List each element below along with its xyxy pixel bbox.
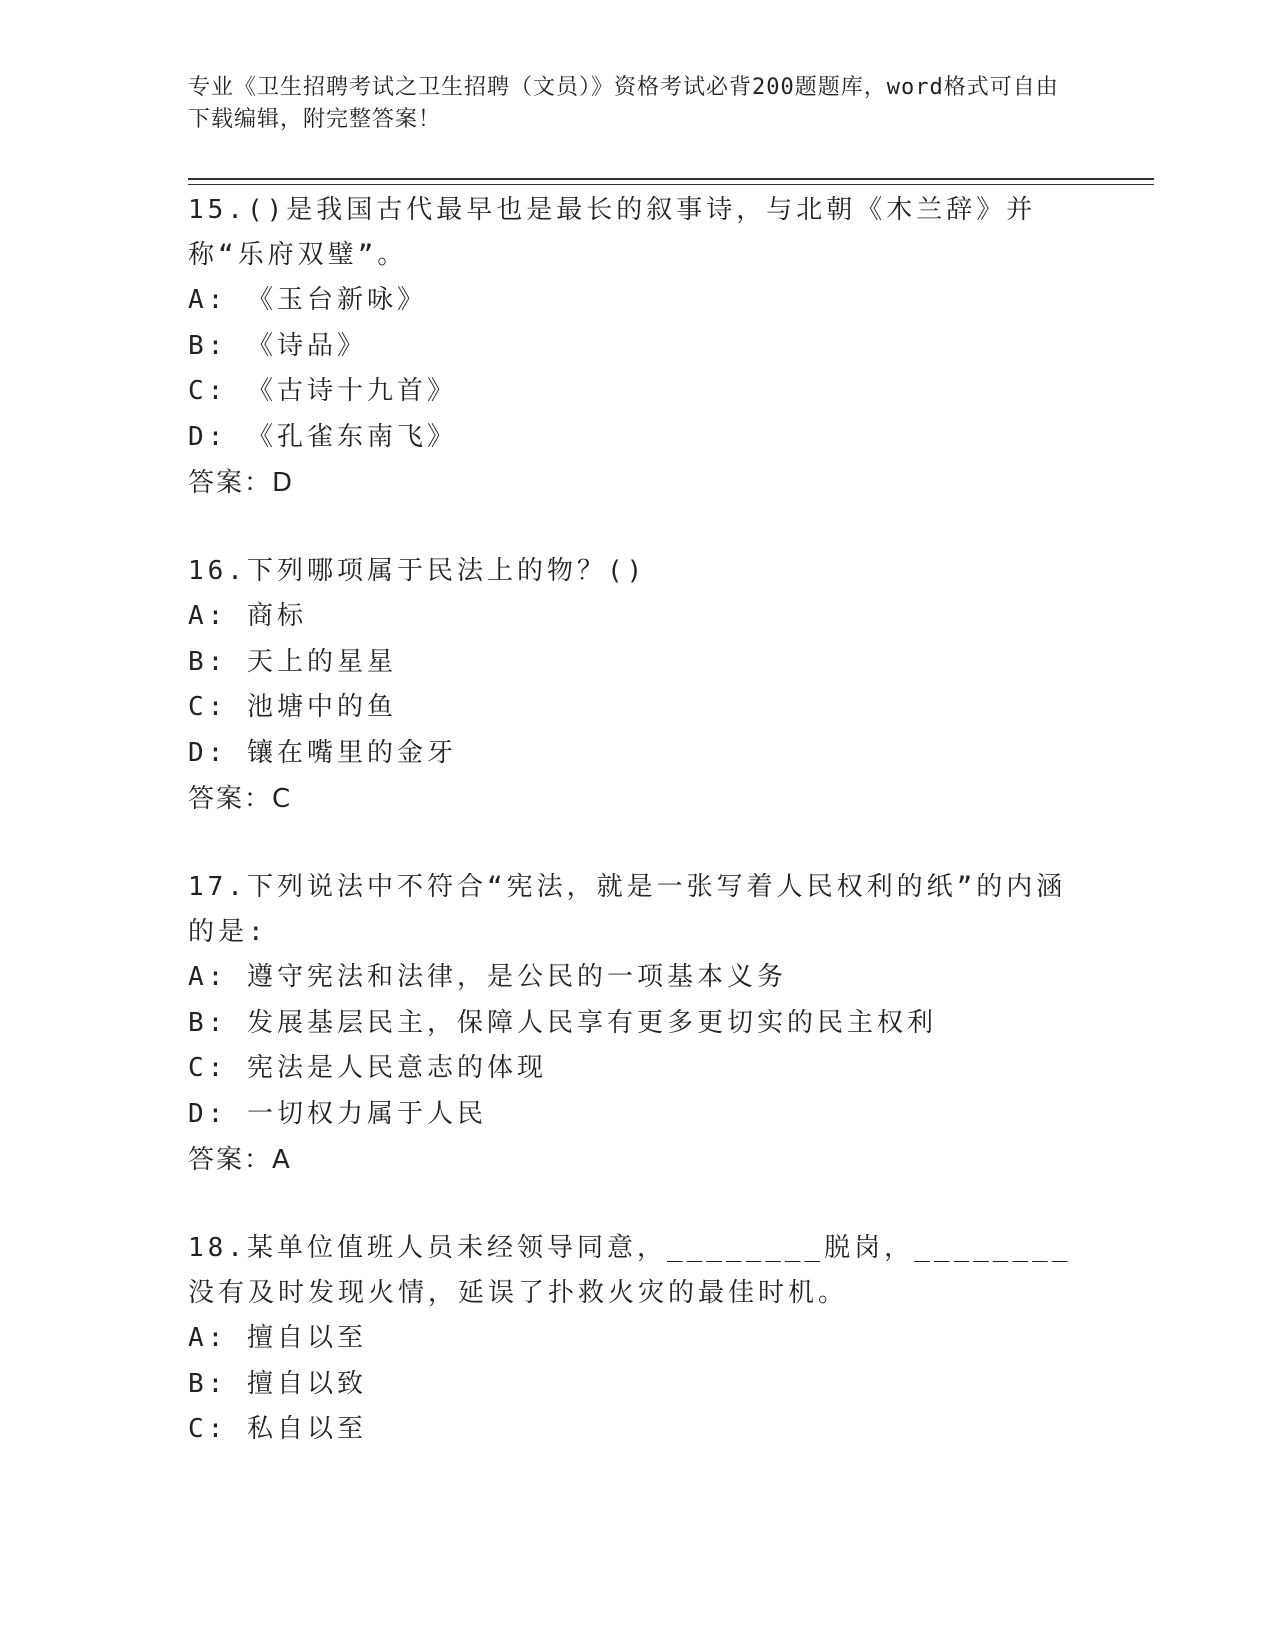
answer-line: 答案：C <box>188 784 293 814</box>
document-header: 专业《卫生招聘考试之卫生招聘（文员）》资格考试必背200题题库，word格式可自由下载编辑，附完整答案！ <box>188 75 1059 132</box>
question-stem: 16.下列哪项属于民法上的物？() <box>188 556 647 586</box>
question-stem: 18.某单位值班人员未经领导同意，________脱岗，________没有及时发现火情，延误了扑救火灾的最佳时机。 <box>188 1233 1072 1308</box>
option-b: B: 天上的星星 <box>188 646 397 677</box>
option-c: C: 池塘中的鱼 <box>188 692 397 722</box>
option-a: A: 商标 <box>188 601 307 631</box>
question-17 <box>188 865 1088 1183</box>
question-15 <box>188 188 1088 506</box>
option-a: A: 擅自以至 <box>188 1323 367 1353</box>
option-d: D: 镶在嘴里的金牙 <box>188 737 457 768</box>
option-b: B: 《诗品》 <box>188 330 367 361</box>
question-18 <box>188 1226 1088 1453</box>
question-list <box>188 188 1088 1496</box>
option-b: B: 发展基层民主，保障人民享有更多更切实的民主权利 <box>188 1007 937 1038</box>
question-stem: 15.()是我国古代最早也是最长的叙事诗，与北朝《木兰辞》并称“乐府双璧”。 <box>188 195 1037 270</box>
question-stem: 17.下列说法中不符合“宪法，就是一张写着人民权利的纸”的内涵的是: <box>188 872 1067 947</box>
option-d: D: 一切权力属于人民 <box>188 1098 487 1129</box>
option-c: C: 私自以至 <box>188 1414 367 1444</box>
option-a: A: 遵守宪法和法律，是公民的一项基本义务 <box>188 962 787 992</box>
header-divider <box>188 178 1154 185</box>
question-16 <box>188 549 1088 822</box>
option-d: D: 《孔雀东南飞》 <box>188 421 457 452</box>
answer-line: 答案：D <box>188 468 295 498</box>
option-b: B: 擅自以致 <box>188 1368 367 1399</box>
option-c: C: 宪法是人民意志的体现 <box>188 1053 547 1083</box>
option-c: C: 《古诗十九首》 <box>188 376 457 406</box>
option-a: A: 《玉台新咏》 <box>188 285 427 315</box>
answer-line: 答案：A <box>188 1145 292 1175</box>
